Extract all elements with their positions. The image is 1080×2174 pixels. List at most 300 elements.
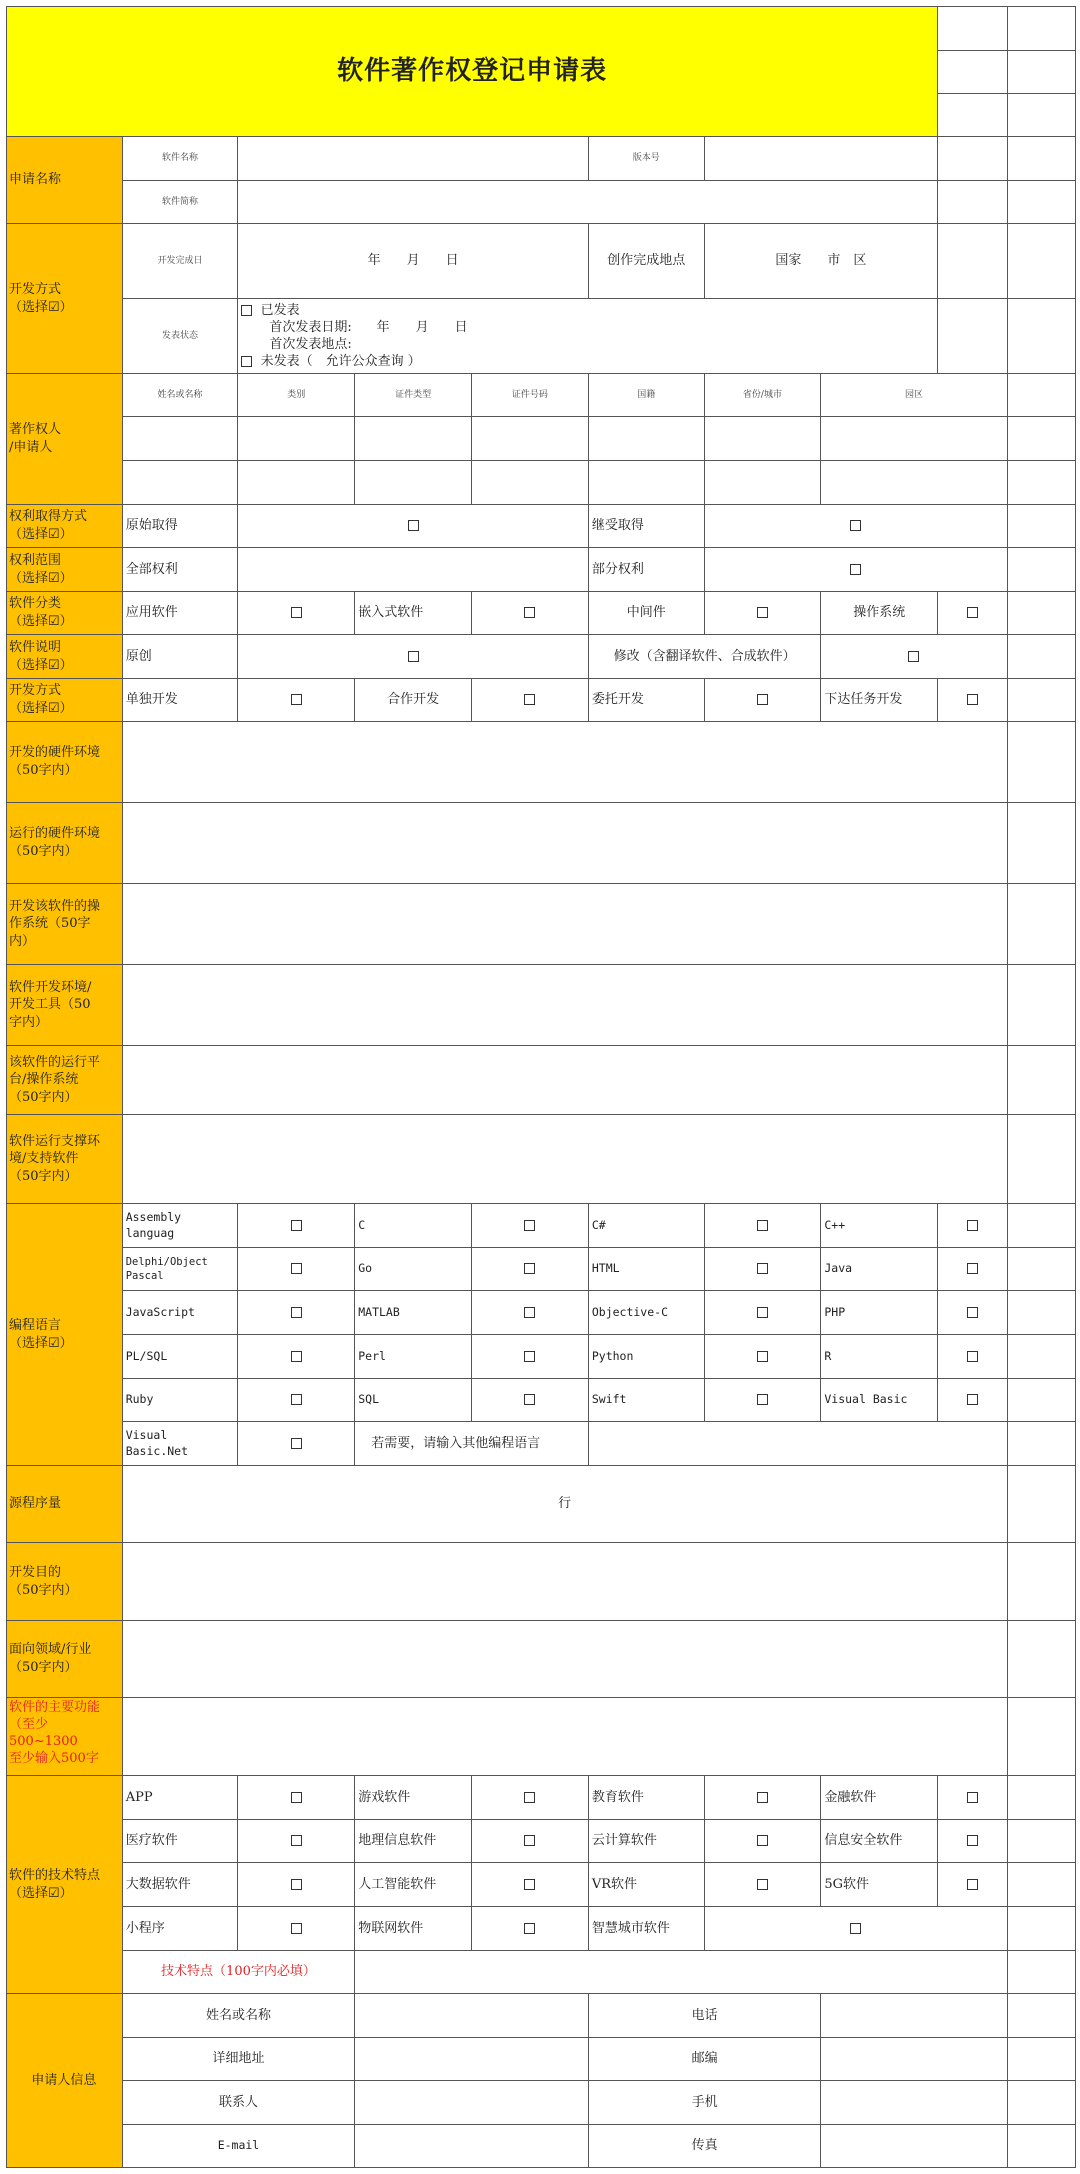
side-cell xyxy=(1007,2125,1075,2168)
first-pub-date-label: 首次发表日期: xyxy=(269,320,352,335)
option-cell[interactable] xyxy=(238,592,355,635)
option-cell[interactable] xyxy=(238,1776,355,1820)
label-line: （50字内） xyxy=(9,1582,78,1598)
side-cell xyxy=(1007,679,1075,722)
label-line: 编程语言 xyxy=(9,1317,62,1333)
hw-dev-input[interactable] xyxy=(122,722,1007,803)
option-cell[interactable] xyxy=(238,505,588,548)
checkbox[interactable] xyxy=(524,1351,535,1362)
option-label: 5G软件 xyxy=(821,1863,938,1907)
checkbox[interactable] xyxy=(408,520,419,531)
checkbox[interactable] xyxy=(524,1307,535,1318)
checkbox[interactable] xyxy=(524,1792,535,1803)
label-line: （至少 xyxy=(9,1716,49,1732)
checkbox[interactable] xyxy=(757,1220,768,1231)
option-cell[interactable] xyxy=(704,1776,821,1820)
owner-header: 园区 xyxy=(821,374,1007,417)
side-cell xyxy=(1007,51,1075,94)
side-cell xyxy=(1007,1046,1075,1115)
checkbox[interactable] xyxy=(291,1351,302,1362)
option-cell[interactable] xyxy=(238,1863,355,1907)
option-cell[interactable] xyxy=(472,1248,589,1291)
section-support-env xyxy=(7,1115,123,1204)
option-cell[interactable] xyxy=(938,592,1007,635)
section-os-dev xyxy=(7,884,123,965)
checkbox[interactable] xyxy=(757,1394,768,1405)
label-line: 内） xyxy=(9,933,36,949)
form-table xyxy=(6,6,1076,2168)
lang-label: Perl xyxy=(355,1335,472,1379)
side-cell xyxy=(1007,2081,1075,2125)
lang-label: C xyxy=(355,1204,472,1248)
dev-tools-input[interactable] xyxy=(122,965,1007,1046)
option-cell[interactable] xyxy=(821,635,1007,679)
option-cell[interactable] xyxy=(938,1863,1007,1907)
lang-label: Ruby xyxy=(122,1379,238,1422)
option-cell[interactable] xyxy=(472,679,589,722)
run-platform-input[interactable] xyxy=(122,1046,1007,1115)
owner-cell[interactable] xyxy=(355,417,472,461)
software-name-label: 软件名称 xyxy=(122,137,238,181)
label-line: 开发工具（50 xyxy=(9,997,91,1013)
lang-label: Objective-C xyxy=(588,1291,704,1335)
label-line: （50字内） xyxy=(9,763,78,778)
side-cell xyxy=(938,137,1007,181)
hw-run-input[interactable] xyxy=(122,803,1007,884)
option-cell[interactable] xyxy=(238,1248,355,1291)
side-cell xyxy=(1007,884,1075,965)
section-hw-run xyxy=(7,803,123,884)
section-purpose xyxy=(7,1543,123,1621)
label-line: 面向领域/行业 xyxy=(9,1642,92,1658)
label-line: 开发该软件的操 xyxy=(9,898,101,914)
lang-label: MATLAB xyxy=(355,1291,472,1335)
option-cell[interactable] xyxy=(938,679,1007,722)
option-cell[interactable] xyxy=(472,1820,589,1863)
checkbox[interactable] xyxy=(967,1307,978,1318)
registration-form xyxy=(6,6,1076,2168)
option-label: 委托开发 xyxy=(588,679,704,722)
other-lang-input[interactable] xyxy=(588,1422,1007,1466)
side-cell xyxy=(1007,374,1075,417)
option-label: 智慧城市软件 xyxy=(588,1907,704,1951)
option-cell[interactable] xyxy=(704,1335,821,1379)
option-label: VR软件 xyxy=(588,1863,704,1907)
checkbox[interactable] xyxy=(291,1263,302,1274)
label-line: 软件的主要功能 xyxy=(9,1700,101,1715)
checkbox[interactable] xyxy=(524,1263,535,1274)
applicant-input[interactable] xyxy=(821,2081,1007,2125)
owner-cell[interactable] xyxy=(704,417,821,461)
option-label: 小程序 xyxy=(122,1907,238,1951)
side-cell xyxy=(938,7,1007,51)
side-cell xyxy=(1007,299,1075,374)
checkbox[interactable] xyxy=(757,1351,768,1362)
checkbox[interactable] xyxy=(291,1394,302,1405)
option-cell[interactable] xyxy=(472,1907,589,1951)
first-pub-date-value[interactable]: 年 月 日 xyxy=(376,320,468,335)
label-line: （选择☑） xyxy=(9,1335,73,1351)
section-software-class xyxy=(7,592,123,635)
checkbox[interactable] xyxy=(291,694,302,705)
support-env-input[interactable] xyxy=(122,1115,1007,1204)
section-lang xyxy=(7,1204,123,1466)
label-line: （选择☑） xyxy=(9,299,73,315)
checkbox[interactable] xyxy=(524,1220,535,1231)
option-label: 云计算软件 xyxy=(588,1820,704,1863)
side-cell xyxy=(1007,505,1075,548)
lang-label: JavaScript xyxy=(122,1291,238,1335)
section-rights-acq xyxy=(7,505,123,548)
label-line: 开发目的 xyxy=(9,1564,62,1580)
owner-header: 姓名或名称 xyxy=(122,374,238,417)
checkbox[interactable] xyxy=(291,607,302,618)
publish-status-options xyxy=(238,299,938,374)
section-hw-dev xyxy=(7,722,123,803)
owner-cell[interactable] xyxy=(122,417,238,461)
side-cell xyxy=(1007,1204,1075,1248)
label-line: 该软件的运行平 xyxy=(9,1054,101,1070)
checkbox[interactable] xyxy=(524,694,535,705)
applicant-input[interactable] xyxy=(355,1994,589,2038)
tech-note: 技术特点（100字内必填） xyxy=(122,1951,355,1994)
lang-label: PL/SQL xyxy=(122,1335,238,1379)
checkbox[interactable] xyxy=(408,651,419,662)
checkbox[interactable] xyxy=(967,1220,978,1231)
checkbox[interactable] xyxy=(757,1792,768,1803)
checkbox[interactable] xyxy=(850,1923,861,1934)
lang-label: SQL xyxy=(355,1379,472,1422)
option-label: 应用软件 xyxy=(122,592,238,635)
section-applicant: 申请人信息 xyxy=(7,1994,123,2168)
lang-label: R xyxy=(821,1335,938,1379)
option-cell[interactable] xyxy=(238,1335,355,1379)
option-label: 中间件 xyxy=(588,592,704,635)
side-cell xyxy=(1007,635,1075,679)
option-label: 部分权利 xyxy=(588,548,704,592)
label-line: 台/操作系统 xyxy=(9,1072,79,1088)
option-label: 修改（含翻译软件、合成软件） xyxy=(588,635,821,679)
option-cell[interactable] xyxy=(238,679,355,722)
owner-cell[interactable] xyxy=(122,461,238,505)
side-cell xyxy=(1007,7,1075,51)
checkbox[interactable] xyxy=(908,651,919,662)
os-dev-input[interactable] xyxy=(122,884,1007,965)
option-cell[interactable] xyxy=(704,548,1007,592)
checkbox[interactable] xyxy=(757,607,768,618)
side-cell xyxy=(1007,2038,1075,2081)
published-checkbox[interactable] xyxy=(241,305,252,316)
checkbox[interactable] xyxy=(757,1307,768,1318)
option-cell[interactable] xyxy=(938,1204,1007,1248)
side-cell xyxy=(1007,1994,1075,2038)
section-domain xyxy=(7,1621,123,1698)
option-cell[interactable] xyxy=(238,1204,355,1248)
lang-label: C# xyxy=(588,1204,704,1248)
option-label: 教育软件 xyxy=(588,1776,704,1820)
side-cell xyxy=(1007,592,1075,635)
option-label: 单独开发 xyxy=(122,679,238,722)
applicant-label: E-mail xyxy=(122,2125,355,2168)
option-cell[interactable] xyxy=(704,592,821,635)
owner-cell[interactable] xyxy=(821,461,1007,505)
checkbox[interactable] xyxy=(757,694,768,705)
checkbox[interactable] xyxy=(967,1879,978,1890)
software-name-input[interactable] xyxy=(238,137,588,181)
owner-cell[interactable] xyxy=(472,417,589,461)
option-cell[interactable] xyxy=(238,635,588,679)
lang-label: HTML xyxy=(588,1248,704,1291)
option-cell[interactable] xyxy=(704,1379,821,1422)
checkbox[interactable] xyxy=(524,1835,535,1846)
short-name-input[interactable] xyxy=(238,181,938,224)
owner-header: 国籍 xyxy=(588,374,704,417)
owner-cell[interactable] xyxy=(355,461,472,505)
applicant-input[interactable] xyxy=(355,2081,589,2125)
checkbox[interactable] xyxy=(757,1879,768,1890)
unpublished-label: 未发表（ 允许公众查询 ） xyxy=(260,354,421,369)
section-dev-tools xyxy=(7,965,123,1046)
side-cell xyxy=(1007,803,1075,884)
side-cell xyxy=(1007,1776,1075,1820)
option-cell[interactable] xyxy=(938,1820,1007,1863)
option-cell[interactable] xyxy=(938,1379,1007,1422)
option-label: 医疗软件 xyxy=(122,1820,238,1863)
label-line: 运行的硬件环境 xyxy=(9,826,101,842)
side-cell xyxy=(1007,1291,1075,1335)
option-cell[interactable] xyxy=(704,1204,821,1248)
owner-cell[interactable] xyxy=(472,461,589,505)
complete-date-input[interactable]: 年 月 日 xyxy=(238,224,588,299)
section-run-platform xyxy=(7,1046,123,1115)
lang-label: Java xyxy=(821,1248,938,1291)
label-line: （50字内） xyxy=(9,1660,78,1675)
purpose-input[interactable] xyxy=(122,1543,1007,1621)
source-amount-input[interactable]: 行 xyxy=(122,1466,1007,1543)
publish-status-label: 发表状态 xyxy=(122,299,238,374)
checkbox[interactable] xyxy=(524,1923,535,1934)
checkbox[interactable] xyxy=(291,1220,302,1231)
checkbox[interactable] xyxy=(967,1263,978,1274)
owner-cell[interactable] xyxy=(588,461,704,505)
lang-label: Visual Basic xyxy=(821,1379,938,1422)
section-main-func xyxy=(7,1698,123,1776)
option-cell[interactable] xyxy=(938,1291,1007,1335)
side-cell xyxy=(1007,1621,1075,1698)
tech-note-input[interactable] xyxy=(355,1951,1007,1994)
option-cell[interactable] xyxy=(472,592,589,635)
side-cell xyxy=(1007,722,1075,803)
applicant-label: 电话 xyxy=(588,1994,821,2038)
side-cell xyxy=(1007,417,1075,461)
option-label: 原始取得 xyxy=(122,505,238,548)
label-line: 软件的技术特点 xyxy=(9,1867,101,1883)
form-title: 软件著作权登记申请表 xyxy=(7,7,938,137)
checkbox[interactable] xyxy=(967,1792,978,1803)
main-func-input[interactable] xyxy=(122,1698,1007,1776)
domain-input[interactable] xyxy=(122,1621,1007,1698)
label-line: 软件分类 xyxy=(9,596,62,612)
checkbox[interactable] xyxy=(524,607,535,618)
side-cell xyxy=(938,299,1007,374)
owner-cell[interactable] xyxy=(704,461,821,505)
checkbox[interactable] xyxy=(967,1394,978,1405)
label-line: （选择☑） xyxy=(9,527,73,542)
option-label: 下达任务开发 xyxy=(821,679,938,722)
section-app-name: 申请名称 xyxy=(7,137,123,224)
option-label: 合作开发 xyxy=(355,679,472,722)
option-cell[interactable] xyxy=(238,1422,355,1466)
applicant-input[interactable] xyxy=(355,2038,589,2081)
option-cell[interactable] xyxy=(704,1863,821,1907)
side-cell xyxy=(1007,1379,1075,1422)
complete-place-input[interactable]: 国家 市 区 xyxy=(704,224,938,299)
option-cell[interactable] xyxy=(704,505,1007,548)
applicant-input[interactable] xyxy=(821,2038,1007,2081)
section-dev-mode xyxy=(7,224,123,374)
section-tech-feature xyxy=(7,1776,123,1994)
lang-label: Swift xyxy=(588,1379,704,1422)
side-cell xyxy=(1007,1698,1075,1776)
section-owner xyxy=(7,374,123,505)
label-line: （50字内） xyxy=(9,844,78,859)
owner-cell[interactable] xyxy=(238,461,355,505)
label-line: （选择☑） xyxy=(9,701,73,716)
option-cell[interactable] xyxy=(472,1776,589,1820)
applicant-label: 邮编 xyxy=(588,2038,821,2081)
applicant-input[interactable] xyxy=(355,2125,589,2168)
side-cell xyxy=(1007,1863,1075,1907)
option-cell[interactable] xyxy=(704,679,821,722)
option-cell[interactable] xyxy=(238,1379,355,1422)
owner-cell[interactable] xyxy=(588,417,704,461)
applicant-input[interactable] xyxy=(821,1994,1007,2038)
side-cell xyxy=(938,181,1007,224)
owner-header: 证件类型 xyxy=(355,374,472,417)
side-cell xyxy=(1007,181,1075,224)
option-cell[interactable] xyxy=(472,1204,589,1248)
applicant-input[interactable] xyxy=(821,2125,1007,2168)
applicant-label: 手机 xyxy=(588,2081,821,2125)
checkbox[interactable] xyxy=(524,1879,535,1890)
checkbox[interactable] xyxy=(967,607,978,618)
complete-place-label: 创作完成地点 xyxy=(588,224,704,299)
side-cell xyxy=(1007,1951,1075,1994)
applicant-label: 传真 xyxy=(588,2125,821,2168)
option-label: 人工智能软件 xyxy=(355,1863,472,1907)
label-line: 著作权人 xyxy=(9,422,62,438)
side-cell xyxy=(1007,94,1075,137)
lang-label: C++ xyxy=(821,1204,938,1248)
checkbox[interactable] xyxy=(291,1438,302,1449)
option-cell[interactable] xyxy=(704,1248,821,1291)
checkbox[interactable] xyxy=(524,1394,535,1405)
section-dev-type xyxy=(7,679,123,722)
option-cell[interactable] xyxy=(704,1291,821,1335)
label-line: （50字内） xyxy=(9,1089,78,1105)
published-label: 已发表 xyxy=(260,303,300,318)
side-cell xyxy=(1007,224,1075,299)
side-cell xyxy=(1007,1422,1075,1466)
checkbox[interactable] xyxy=(967,1351,978,1362)
side-cell xyxy=(1007,1907,1075,1951)
lang-label: Assembly languag xyxy=(122,1204,238,1248)
label-line: 软件开发环境/ xyxy=(9,979,92,995)
label-line: （选择☑） xyxy=(9,1885,73,1901)
option-cell[interactable] xyxy=(938,1776,1007,1820)
side-cell xyxy=(938,224,1007,299)
checkbox[interactable] xyxy=(757,1835,768,1846)
checkbox[interactable] xyxy=(291,1879,302,1890)
side-cell xyxy=(1007,461,1075,505)
option-cell[interactable] xyxy=(472,1335,589,1379)
checkbox[interactable] xyxy=(850,564,861,575)
unpublished-checkbox[interactable] xyxy=(241,356,252,367)
option-cell[interactable] xyxy=(472,1291,589,1335)
option-label: 大数据软件 xyxy=(122,1863,238,1907)
owner-cell[interactable] xyxy=(821,417,1007,461)
checkbox[interactable] xyxy=(291,1923,302,1934)
checkbox[interactable] xyxy=(291,1835,302,1846)
option-cell[interactable] xyxy=(704,1907,1007,1951)
label-line: 至少输入500字 xyxy=(9,1750,99,1766)
owner-header: 证件号码 xyxy=(472,374,589,417)
label-line: 软件运行支撑环 xyxy=(9,1133,101,1149)
option-label: 金融软件 xyxy=(821,1776,938,1820)
option-cell[interactable] xyxy=(938,1335,1007,1379)
label-line: （选择☑） xyxy=(9,657,73,673)
checkbox[interactable] xyxy=(291,1792,302,1803)
owner-cell[interactable] xyxy=(238,417,355,461)
complete-date-label: 开发完成日 xyxy=(122,224,238,299)
option-cell[interactable] xyxy=(238,548,588,592)
option-cell[interactable] xyxy=(704,1820,821,1863)
option-cell[interactable] xyxy=(472,1379,589,1422)
label-line: 开发方式 xyxy=(9,683,62,699)
side-cell xyxy=(1007,965,1075,1046)
side-cell xyxy=(1007,548,1075,592)
section-rights-scope xyxy=(7,548,123,592)
lang-label: Go xyxy=(355,1248,472,1291)
side-cell xyxy=(1007,137,1075,181)
version-input[interactable] xyxy=(704,137,938,181)
checkbox[interactable] xyxy=(967,694,978,705)
option-cell[interactable] xyxy=(238,1907,355,1951)
label-line: 权利范围 xyxy=(9,552,62,568)
section-software-desc xyxy=(7,635,123,679)
lang-label: Python xyxy=(588,1335,704,1379)
label-line: /申请人 xyxy=(9,440,53,455)
label-line: （50字内） xyxy=(9,1168,78,1184)
option-cell[interactable] xyxy=(238,1820,355,1863)
label-line: 权利取得方式 xyxy=(9,509,88,525)
option-label: 信息安全软件 xyxy=(821,1820,938,1863)
option-cell[interactable] xyxy=(938,1248,1007,1291)
side-cell xyxy=(1007,1466,1075,1543)
label-line: 500~1300 xyxy=(9,1733,78,1749)
option-label: 操作系统 xyxy=(821,592,938,635)
checkbox[interactable] xyxy=(850,520,861,531)
option-cell[interactable] xyxy=(238,1291,355,1335)
option-cell[interactable] xyxy=(472,1863,589,1907)
checkbox[interactable] xyxy=(291,1307,302,1318)
applicant-label: 联系人 xyxy=(122,2081,355,2125)
checkbox[interactable] xyxy=(757,1263,768,1274)
side-cell xyxy=(1007,1820,1075,1863)
section-source-amount: 源程序量 xyxy=(7,1466,123,1543)
checkbox[interactable] xyxy=(967,1835,978,1846)
label-line: （选择☑） xyxy=(9,614,73,629)
